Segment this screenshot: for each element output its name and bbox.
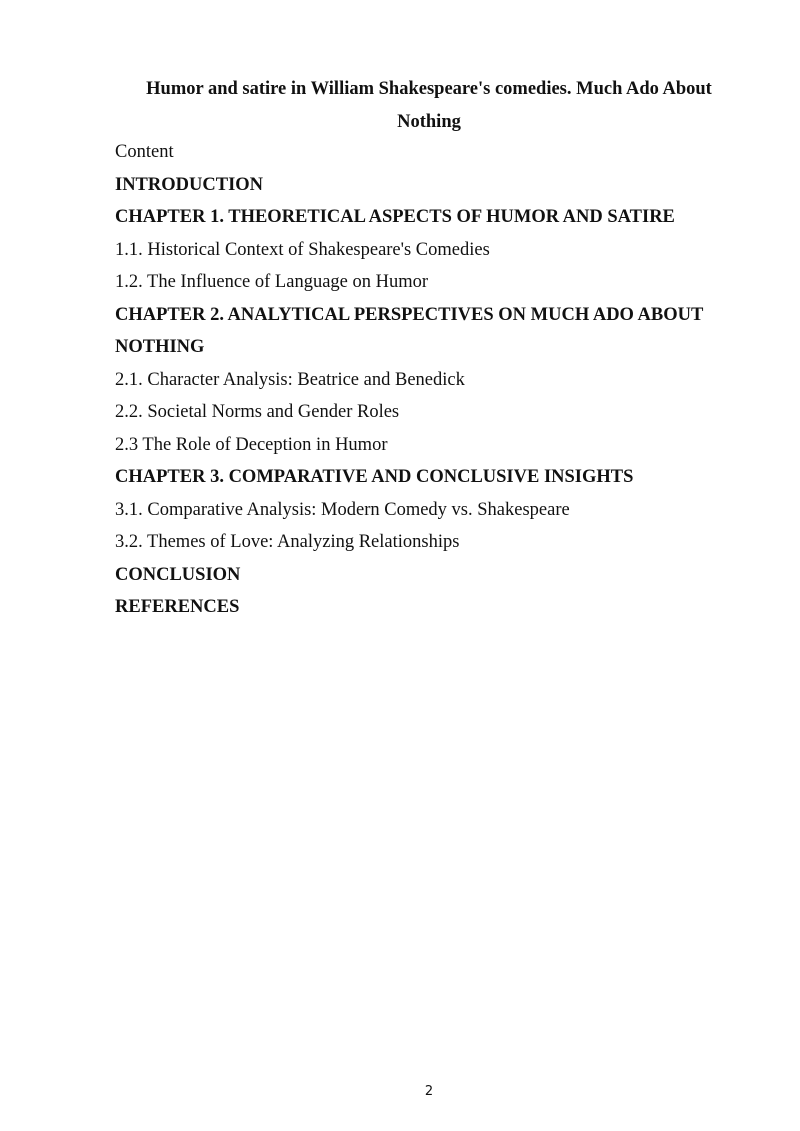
document-title: Humor and satire in William Shakespeare's comedies. Much Ado About Nothing <box>146 79 712 132</box>
toc-item-3-2: 3.2. Themes of Love: Analyzing Relationships <box>115 532 460 552</box>
toc-item-references: REFERENCES <box>115 597 240 617</box>
toc-item-conclusion: CONCLUSION <box>115 564 241 585</box>
toc-item-introduction: INTRODUCTION <box>115 174 264 195</box>
toc-item-2-1: 2.1. Character Analysis: Beatrice and Benedick <box>115 369 465 390</box>
toc-heading: Content <box>115 142 174 162</box>
table-of-contents <box>115 136 735 624</box>
toc-item-chapter-1: CHAPTER 1. THEORETICAL ASPECTS OF HUMOR AND SATIRE <box>115 207 675 227</box>
toc-item-1-1: 1.1. Historical Context of Shakespeare's Comedies <box>115 239 490 260</box>
page-number: 2 <box>424 1084 434 1099</box>
toc-item-1-2: 1.2. The Influence of Language on Humor <box>115 272 429 292</box>
toc-item-chapter-3: CHAPTER 3. COMPARATIVE AND CONCLUSIVE INSIGHTS <box>115 467 634 487</box>
toc-item-3-1: 3.1. Comparative Analysis: Modern Comedy vs. Shakespeare <box>115 499 570 520</box>
toc-item-2-3: 2.3 The Role of Deception in Humor <box>115 434 388 455</box>
toc-item-chapter-2: CHAPTER 2. ANALYTICAL PERSPECTIVES ON MUCH ADO ABOUT NOTHING <box>115 304 703 357</box>
toc-item-2-2: 2.2. Societal Norms and Gender Roles <box>115 402 400 422</box>
